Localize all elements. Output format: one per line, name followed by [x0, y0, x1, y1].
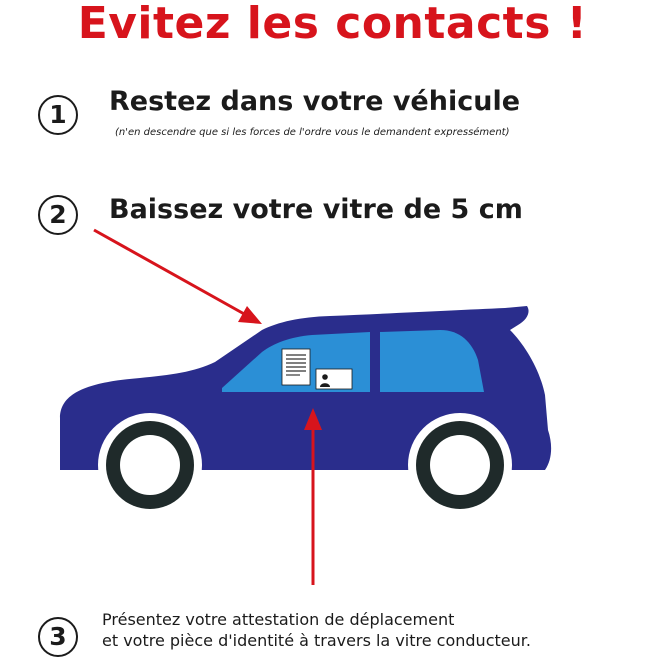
step-1-note: (n'en descendre que si les forces de l'ordre vous le demandent expressément): [115, 127, 510, 138]
document-icon: [282, 349, 310, 385]
step-3-text: [102, 609, 531, 651]
step-1-text: Restez dans votre véhicule: [109, 86, 521, 117]
step-1-number: 1: [38, 95, 78, 135]
red-arrow-window: [94, 230, 262, 324]
step-2-number: 2: [38, 195, 78, 235]
front-wheel: [98, 413, 202, 517]
rear-wheel: [408, 413, 512, 517]
page-title: Evitez les contacts !: [77, 0, 588, 49]
step-2-text: Baissez votre vitre de 5 cm: [109, 194, 523, 225]
step-3-number: 3: [38, 617, 78, 657]
step-3-line-2: et votre pièce d'identité à travers la vitre conducteur.: [102, 631, 531, 650]
id-card-icon: [316, 369, 352, 389]
step-3-line-1: Présentez votre attestation de déplacement: [102, 610, 455, 629]
